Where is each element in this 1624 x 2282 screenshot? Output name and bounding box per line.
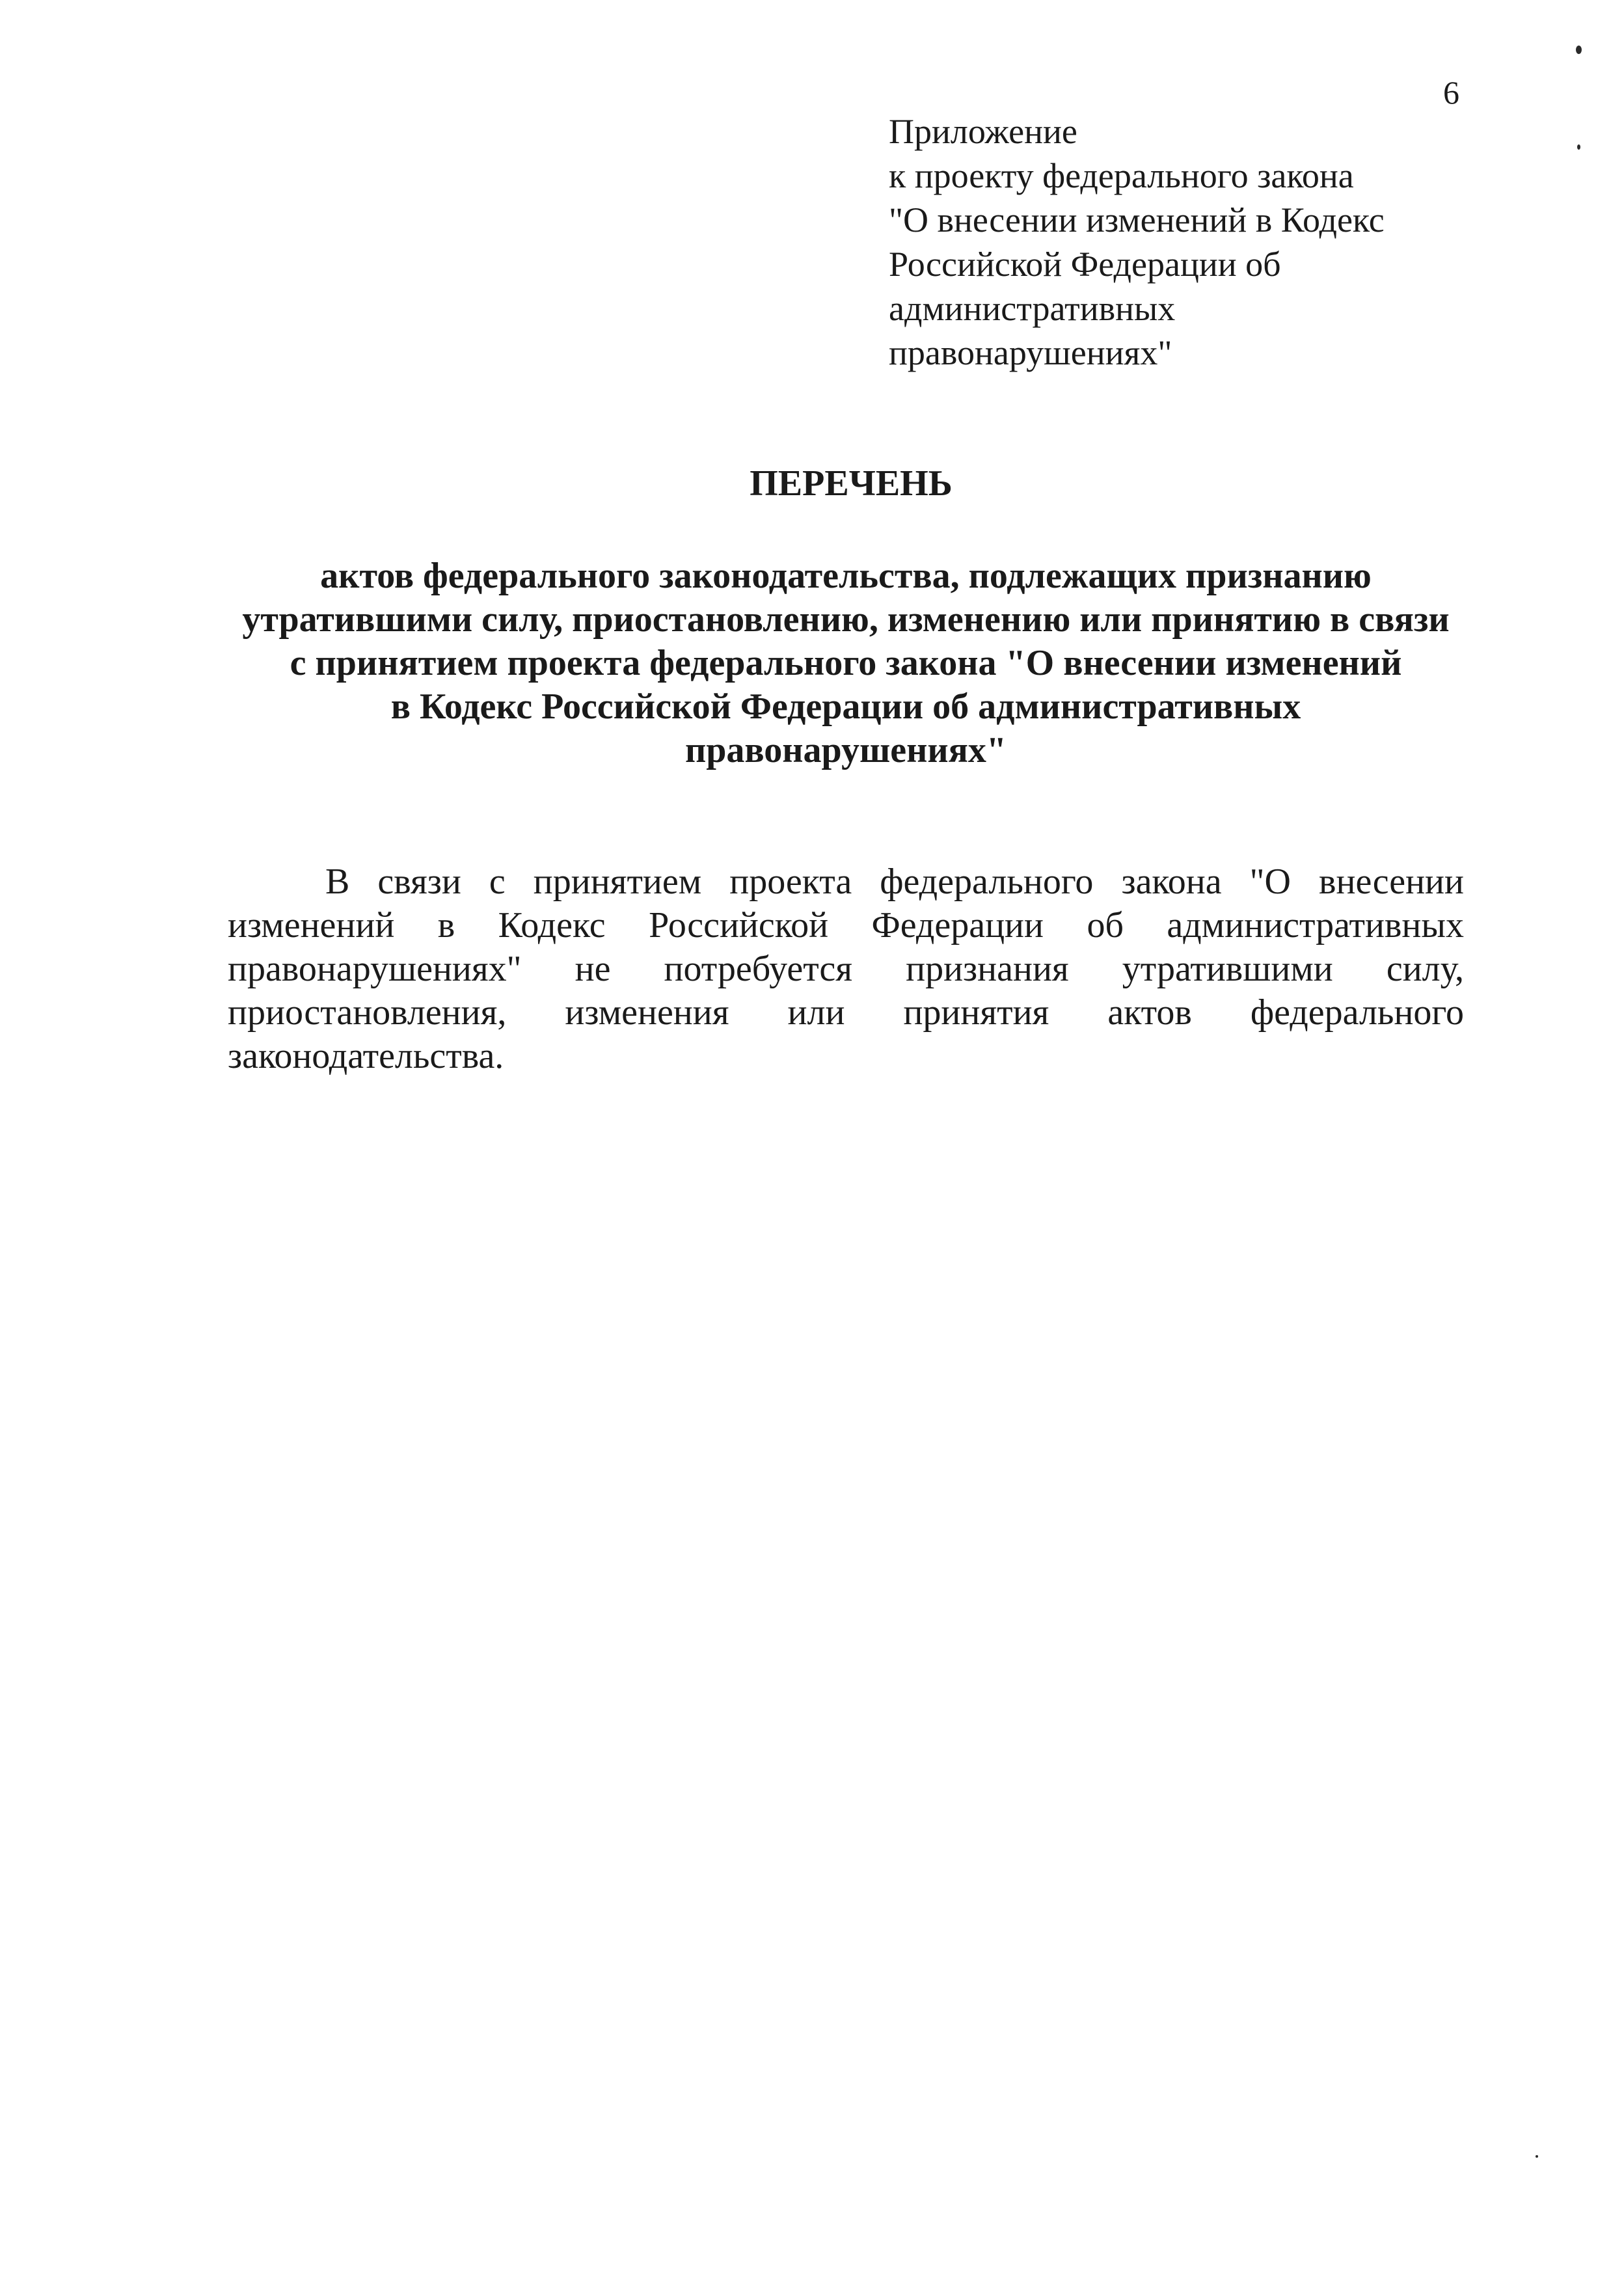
document-title: ПЕРЕЧЕНЬ [750, 463, 953, 504]
appendix-line: к проекту федерального закона [889, 156, 1354, 195]
body-paragraph [228, 860, 1464, 1078]
scan-speck [1577, 144, 1580, 150]
page-number: 6 [1443, 74, 1459, 111]
subtitle-line: актов федерального законодательства, подлежащих признанию [320, 556, 1372, 596]
subtitle-line: в Кодекс Российской Федерации об административных [390, 686, 1301, 727]
body-line: В связи с принятием проекта федерального закона "О внесении [325, 862, 1464, 902]
appendix-line: "О внесении изменений в Кодекс [889, 200, 1385, 239]
subtitle-line: правонарушениях" [685, 730, 1007, 770]
body-line: законодательства. [228, 1036, 504, 1076]
appendix-line: Российской Федерации об [889, 245, 1281, 284]
document-subtitle [221, 554, 1470, 772]
body-line: правонарушениях" не потребуется признания утратившими силу, [228, 949, 1464, 989]
scan-speck [1576, 46, 1582, 54]
body-line: изменений в Кодекс Российской Федерации об административных [228, 905, 1464, 945]
body-line: приостановления, изменения или принятия актов федерального [228, 992, 1464, 1033]
subtitle-line: с принятием проекта федерального закона "О внесении изменений [290, 643, 1402, 683]
subtitle-line: утратившими силу, приостановлению, изменению или принятию в связи [242, 599, 1450, 640]
scan-speck [1536, 2155, 1538, 2158]
appendix-line: административных [889, 289, 1176, 328]
appendix-header [889, 109, 1474, 375]
appendix-line: правонарушениях" [889, 333, 1172, 372]
appendix-line: Приложение [889, 112, 1077, 151]
